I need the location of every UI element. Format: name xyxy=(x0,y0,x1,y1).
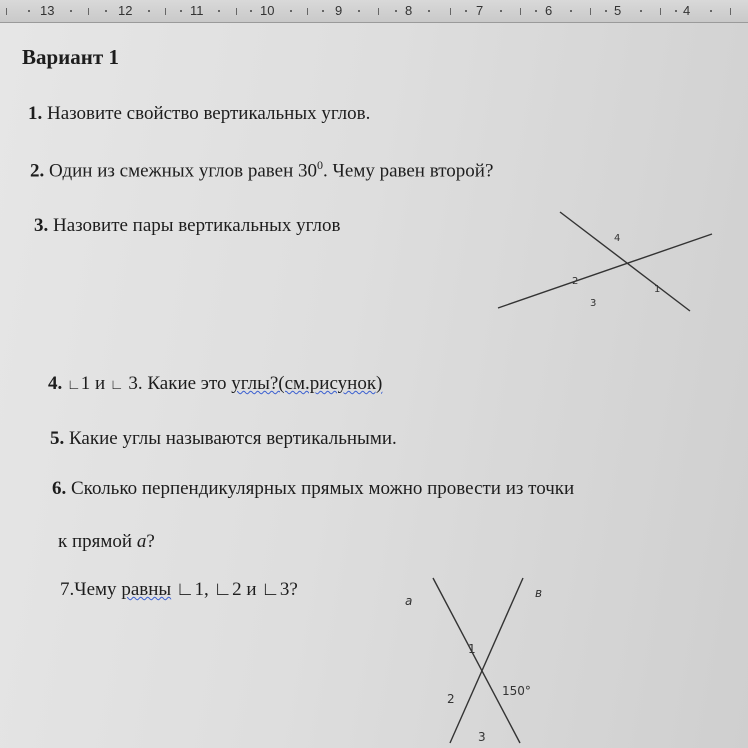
ruler-dot xyxy=(395,10,397,12)
spellcheck-underlined-text: равны xyxy=(121,579,172,600)
line-b-label: в xyxy=(535,586,543,600)
document-page[interactable] xyxy=(0,23,748,748)
angle-label-3: 3 xyxy=(590,298,597,309)
angle-label-1: 1 xyxy=(654,284,661,295)
question-5 xyxy=(50,428,397,450)
ruler-label: 7 xyxy=(476,3,484,18)
question-text-end: . Чему равен второй? xyxy=(323,160,494,182)
angle-label-3: 3 xyxy=(478,730,486,744)
ruler-dot xyxy=(710,10,712,12)
ruler-dot xyxy=(675,10,677,12)
ruler-label: 11 xyxy=(190,3,204,18)
ruler-tick xyxy=(236,8,237,15)
line-a xyxy=(433,578,520,743)
question-text: 7.Чему xyxy=(60,579,117,600)
angle-label-4: 4 xyxy=(614,233,621,244)
ruler-tick xyxy=(730,8,731,15)
angle-label-2: 2 xyxy=(447,692,455,706)
ruler-dot xyxy=(322,10,324,12)
question-mark: ? xyxy=(146,531,155,552)
degree-superscript: 0 xyxy=(317,158,324,172)
question-text: Сколько перпендикулярных прямых можно провести из точки xyxy=(71,478,575,499)
intersecting-lines-figure xyxy=(395,573,565,745)
ruler-dot xyxy=(180,10,182,12)
ruler-dot xyxy=(358,10,360,12)
ruler-label: 8 xyxy=(405,3,413,18)
ruler-tick xyxy=(165,8,166,15)
question-text: Назовите пары вертикальных углов xyxy=(53,215,341,236)
ruler-tick xyxy=(307,8,308,15)
angle-symbol: ∟ xyxy=(67,378,81,393)
spellcheck-underlined-text: углы?(см.рисунок) xyxy=(231,373,383,394)
line-a-label: a xyxy=(405,594,413,608)
question-6-line-2 xyxy=(58,531,155,553)
ruler-label: 12 xyxy=(118,3,133,18)
ruler-tick xyxy=(660,8,661,15)
ruler-label: 5 xyxy=(614,3,622,18)
ruler-dot xyxy=(148,10,150,12)
question-number: 5. xyxy=(50,428,65,449)
angle-label-2: 2 xyxy=(572,276,579,287)
ruler-tick xyxy=(520,8,521,15)
ruler-dot xyxy=(290,10,292,12)
angle-value-label: 150° xyxy=(502,684,531,698)
ruler-dot xyxy=(70,10,72,12)
line-b xyxy=(450,578,523,743)
ruler-dot xyxy=(570,10,572,12)
question-text: Какие это xyxy=(147,373,227,394)
horizontal-ruler[interactable] xyxy=(0,0,748,23)
question-3 xyxy=(34,215,340,237)
question-1 xyxy=(28,103,370,125)
line-1 xyxy=(560,212,690,311)
angle-number: 3. xyxy=(128,373,143,394)
ruler-dot xyxy=(218,10,220,12)
variant-title: Вариант 1 xyxy=(22,45,119,69)
line-2 xyxy=(498,234,712,308)
question-4 xyxy=(48,373,382,395)
question-text-rest: ∟1, ∟2 и ∟3? xyxy=(175,579,298,600)
ruler-tick xyxy=(450,8,451,15)
conjunction: и xyxy=(94,373,106,394)
question-6 xyxy=(52,478,574,500)
ruler-dot xyxy=(640,10,642,12)
question-2 xyxy=(30,158,493,182)
ruler-tick xyxy=(88,8,89,15)
ruler-label: 6 xyxy=(545,3,553,18)
ruler-label: 10 xyxy=(260,3,275,18)
ruler-label: 4 xyxy=(683,3,691,18)
question-number: 6. xyxy=(52,478,67,499)
question-number: 1. xyxy=(28,103,43,124)
ruler-dot xyxy=(465,10,467,12)
question-number: 3. xyxy=(34,215,49,236)
ruler-tick xyxy=(6,8,7,15)
question-7 xyxy=(60,579,298,601)
question-text: Назовите свойство вертикальных углов. xyxy=(47,103,371,124)
ruler-dot xyxy=(28,10,30,12)
question-text: Один из смежных углов равен 30 xyxy=(49,160,318,182)
question-number: 2. xyxy=(30,160,45,182)
angle-symbol: ∟ xyxy=(109,378,124,393)
question-text: Какие углы называются вертикальными. xyxy=(69,428,397,449)
ruler-dot xyxy=(428,10,430,12)
angle-label-1: 1 xyxy=(468,642,476,656)
ruler-dot xyxy=(605,10,607,12)
ruler-label: 13 xyxy=(40,3,55,18)
ruler-tick xyxy=(590,8,591,15)
ruler-tick xyxy=(378,8,379,15)
vertical-angles-figure xyxy=(490,208,720,313)
ruler-dot xyxy=(500,10,502,12)
ruler-dot xyxy=(250,10,252,12)
ruler-label: 9 xyxy=(335,3,343,18)
question-number: 4. xyxy=(48,373,63,394)
line-variable: a xyxy=(136,531,147,552)
ruler-dot xyxy=(105,10,107,12)
angle-number: 1 xyxy=(80,373,91,394)
ruler-dot xyxy=(535,10,537,12)
question-text: к прямой xyxy=(58,531,133,552)
